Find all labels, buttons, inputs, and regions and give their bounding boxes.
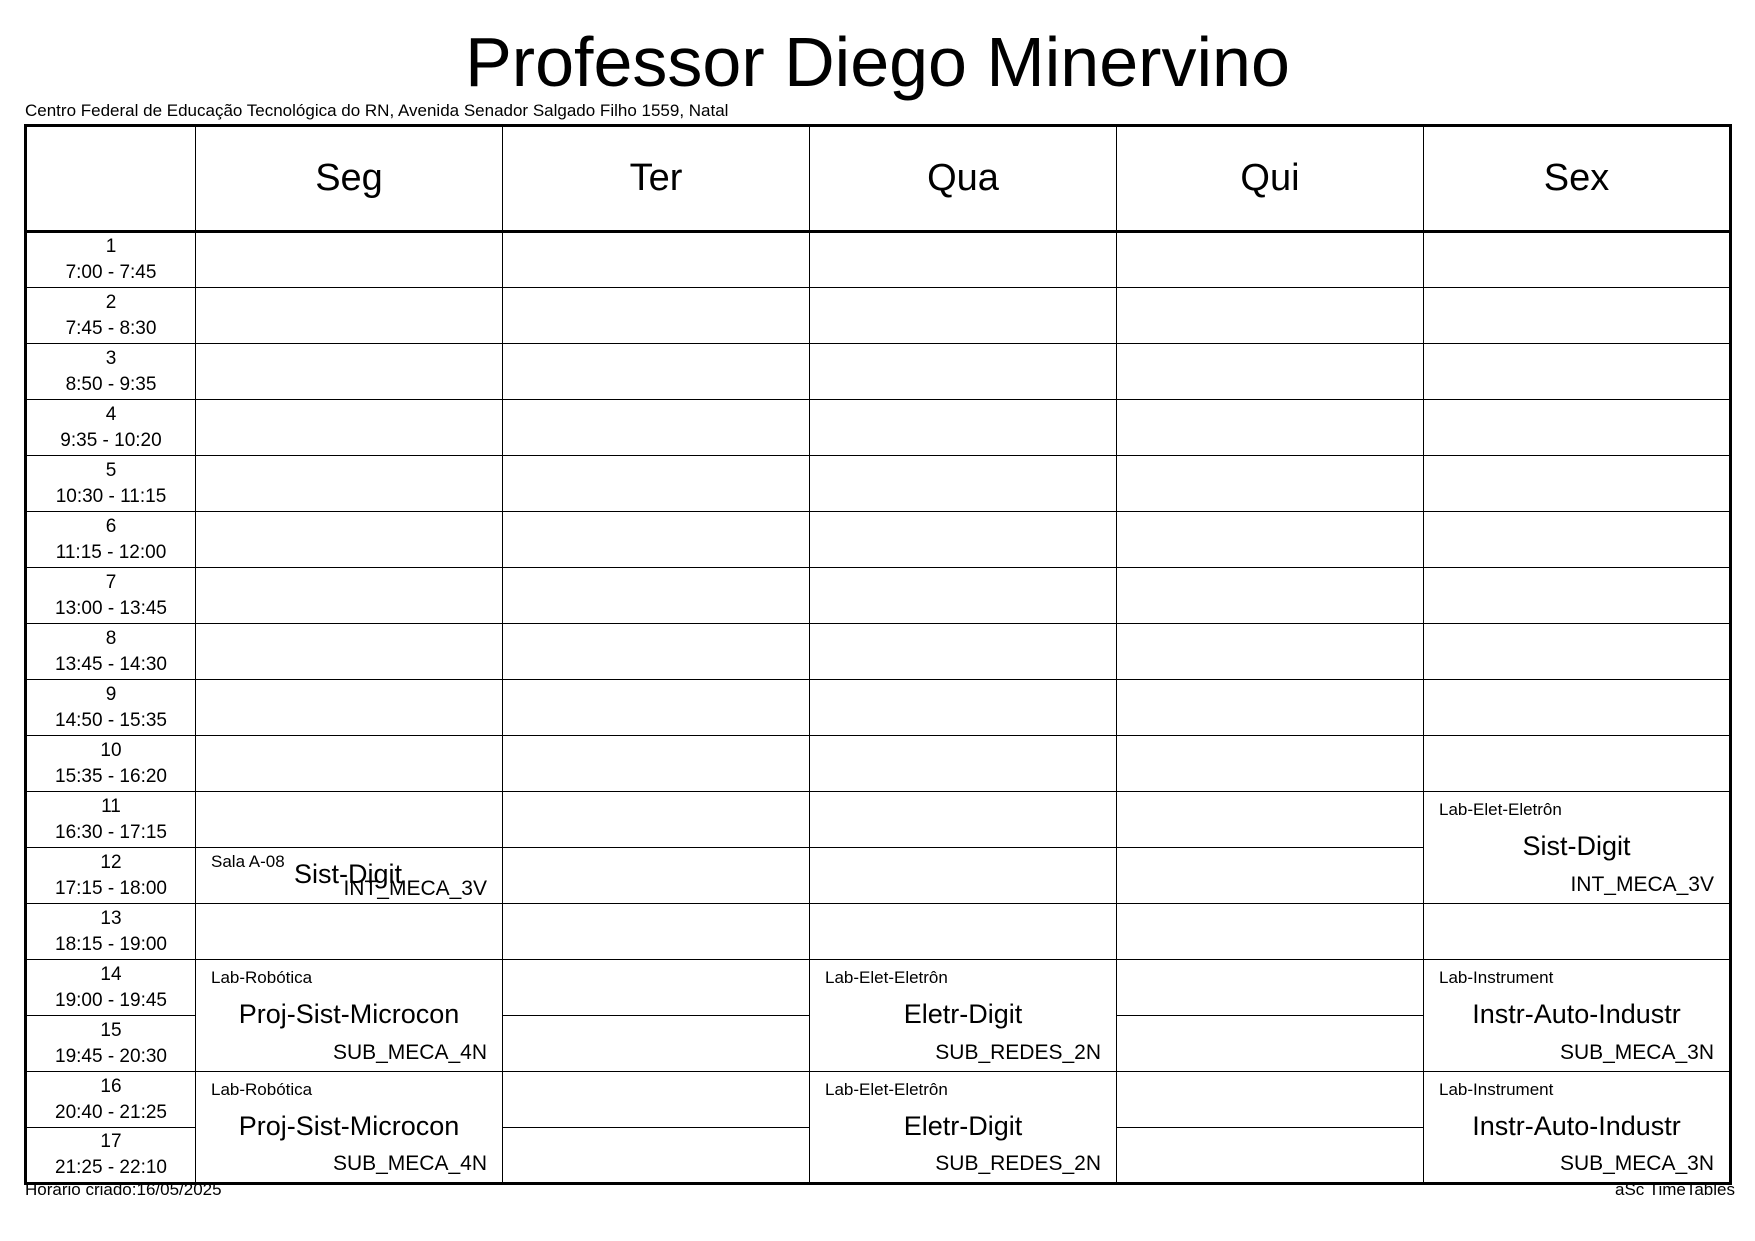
period-time: 11:15 - 12:00 bbox=[55, 541, 167, 563]
empty-slot bbox=[503, 456, 810, 512]
empty-slot bbox=[196, 288, 503, 344]
period-number: 10 bbox=[100, 739, 122, 761]
lesson-subject: Instr-Auto-Industr bbox=[1472, 1111, 1681, 1141]
software-credit: aSc TimeTables bbox=[1615, 1180, 1735, 1199]
lesson-subject: Eletr-Digit bbox=[903, 999, 1023, 1029]
period-number: 5 bbox=[105, 459, 117, 481]
empty-slot bbox=[196, 624, 503, 680]
period-number: 9 bbox=[105, 683, 117, 705]
empty-slot bbox=[810, 624, 1117, 680]
period-time: 18:15 - 19:00 bbox=[55, 933, 167, 955]
empty-slot bbox=[196, 736, 503, 792]
lesson-cell[interactable] bbox=[196, 1072, 503, 1184]
lesson-cell[interactable] bbox=[196, 848, 503, 904]
period-header bbox=[26, 456, 196, 512]
period-header bbox=[26, 792, 196, 848]
empty-slot bbox=[1424, 232, 1731, 288]
lesson-cell[interactable] bbox=[1424, 792, 1731, 904]
lesson-cell[interactable] bbox=[810, 960, 1117, 1072]
period-number: 16 bbox=[100, 1075, 122, 1097]
period-time: 15:35 - 16:20 bbox=[55, 765, 167, 787]
lesson-subject: Proj-Sist-Microcon bbox=[238, 1111, 460, 1141]
empty-slot bbox=[1117, 904, 1424, 960]
lesson-subject: Proj-Sist-Microcon bbox=[238, 999, 460, 1029]
period-number: 15 bbox=[100, 1019, 122, 1041]
empty-slot bbox=[196, 456, 503, 512]
empty-slot bbox=[810, 904, 1117, 960]
empty-slot bbox=[503, 904, 810, 960]
period-header bbox=[26, 232, 196, 288]
period-number: 8 bbox=[105, 627, 117, 649]
lesson-class: SUB_MECA_3N bbox=[1559, 1041, 1714, 1064]
period-number: 14 bbox=[100, 963, 122, 985]
empty-slot bbox=[1117, 288, 1424, 344]
lesson-room: Lab-Instrument bbox=[1439, 968, 1554, 987]
lesson-room: Lab-Elet-Eletrôn bbox=[825, 1080, 948, 1099]
timetable bbox=[24, 124, 1732, 1185]
empty-slot bbox=[503, 344, 810, 400]
corner-cell bbox=[26, 126, 196, 232]
lesson-class: SUB_MECA_4N bbox=[332, 1041, 487, 1064]
period-number: 12 bbox=[100, 851, 122, 873]
period-time: 16:30 - 17:15 bbox=[55, 821, 167, 843]
period-header bbox=[26, 344, 196, 400]
empty-slot bbox=[196, 344, 503, 400]
empty-slot bbox=[196, 680, 503, 736]
lesson-class: INT_MECA_3V bbox=[343, 877, 487, 900]
empty-slot bbox=[196, 400, 503, 456]
period-number: 4 bbox=[105, 403, 117, 425]
empty-slot bbox=[1424, 904, 1731, 960]
empty-slot bbox=[503, 1072, 810, 1128]
empty-slot bbox=[1117, 680, 1424, 736]
empty-slot bbox=[1117, 736, 1424, 792]
empty-slot bbox=[810, 344, 1117, 400]
empty-slot bbox=[1424, 456, 1731, 512]
empty-slot bbox=[503, 736, 810, 792]
empty-slot bbox=[1117, 1128, 1424, 1184]
empty-slot bbox=[1117, 232, 1424, 288]
period-time: 21:25 - 22:10 bbox=[55, 1157, 167, 1178]
period-header bbox=[26, 288, 196, 344]
lesson-cell[interactable] bbox=[1424, 960, 1731, 1072]
period-header bbox=[26, 568, 196, 624]
period-header bbox=[26, 1016, 196, 1072]
empty-slot bbox=[810, 848, 1117, 904]
lesson-subject: Instr-Auto-Industr bbox=[1472, 999, 1681, 1029]
empty-slot bbox=[1117, 624, 1424, 680]
period-header bbox=[26, 736, 196, 792]
period-header bbox=[26, 848, 196, 904]
empty-slot bbox=[1424, 568, 1731, 624]
period-header bbox=[26, 512, 196, 568]
page-title: Professor Diego Minervino bbox=[465, 23, 1290, 101]
empty-slot bbox=[1424, 512, 1731, 568]
empty-slot bbox=[196, 904, 503, 960]
empty-slot bbox=[503, 288, 810, 344]
empty-slot bbox=[503, 848, 810, 904]
period-number: 7 bbox=[105, 571, 117, 593]
empty-slot bbox=[1117, 568, 1424, 624]
lesson-subject: Sist-Digit bbox=[294, 859, 403, 889]
period-time: 13:45 - 14:30 bbox=[55, 653, 167, 675]
period-header bbox=[26, 624, 196, 680]
lesson-room: Lab-Robótica bbox=[211, 968, 313, 987]
empty-slot bbox=[1117, 512, 1424, 568]
empty-slot bbox=[503, 1016, 810, 1072]
empty-slot bbox=[503, 400, 810, 456]
day-header-ter: Ter bbox=[503, 126, 810, 232]
period-time: 7:00 - 7:45 bbox=[65, 262, 157, 283]
empty-slot bbox=[1424, 624, 1731, 680]
empty-slot bbox=[503, 512, 810, 568]
empty-slot bbox=[196, 568, 503, 624]
lesson-class: SUB_MECA_3N bbox=[1559, 1152, 1714, 1175]
empty-slot bbox=[810, 512, 1117, 568]
period-time: 19:45 - 20:30 bbox=[55, 1045, 167, 1067]
empty-slot bbox=[196, 512, 503, 568]
lesson-room: Lab-Instrument bbox=[1439, 1080, 1554, 1099]
empty-slot bbox=[1117, 1072, 1424, 1128]
school-address: Centro Federal de Educação Tecnológica do RN, Avenida Senador Salgado Filho 1559, Natal bbox=[25, 101, 729, 120]
period-number: 3 bbox=[105, 347, 117, 369]
period-time: 14:50 - 15:35 bbox=[55, 709, 167, 731]
empty-slot bbox=[503, 792, 810, 848]
period-header bbox=[26, 680, 196, 736]
lesson-room: Lab-Robótica bbox=[211, 1080, 313, 1099]
empty-slot bbox=[503, 568, 810, 624]
empty-slot bbox=[1117, 344, 1424, 400]
period-number: 11 bbox=[101, 795, 121, 817]
day-header-sex: Sex bbox=[1424, 126, 1731, 232]
lesson-subject: Sist-Digit bbox=[1522, 831, 1631, 861]
lesson-cell[interactable] bbox=[810, 1072, 1117, 1184]
period-time: 17:15 - 18:00 bbox=[55, 877, 167, 899]
period-time: 10:30 - 11:15 bbox=[55, 485, 167, 507]
lesson-class: SUB_REDES_2N bbox=[935, 1152, 1101, 1175]
period-header bbox=[26, 1072, 196, 1128]
empty-slot bbox=[810, 400, 1117, 456]
lesson-subject: Eletr-Digit bbox=[903, 1111, 1023, 1141]
lesson-room: Sala A-08 bbox=[211, 852, 285, 871]
empty-slot bbox=[810, 680, 1117, 736]
empty-slot bbox=[503, 680, 810, 736]
period-header bbox=[26, 400, 196, 456]
period-number: 17 bbox=[100, 1131, 122, 1152]
lesson-cell[interactable] bbox=[196, 960, 503, 1072]
empty-slot bbox=[1117, 1016, 1424, 1072]
period-time: 20:40 - 21:25 bbox=[55, 1101, 167, 1123]
period-time: 19:00 - 19:45 bbox=[55, 989, 167, 1011]
empty-slot bbox=[1424, 680, 1731, 736]
empty-slot bbox=[1117, 400, 1424, 456]
lesson-class: INT_MECA_3V bbox=[1570, 873, 1714, 896]
period-number: 1 bbox=[105, 236, 117, 257]
empty-slot bbox=[503, 232, 810, 288]
empty-slot bbox=[810, 792, 1117, 848]
period-time: 8:50 - 9:35 bbox=[65, 373, 157, 395]
empty-slot bbox=[503, 1128, 810, 1184]
lesson-cell[interactable] bbox=[1424, 1072, 1731, 1184]
empty-slot bbox=[810, 456, 1117, 512]
lesson-class: SUB_MECA_4N bbox=[332, 1152, 487, 1175]
empty-slot bbox=[1424, 400, 1731, 456]
empty-slot bbox=[196, 232, 503, 288]
day-header-qua: Qua bbox=[810, 126, 1117, 232]
day-header-qui: Qui bbox=[1117, 126, 1424, 232]
empty-slot bbox=[503, 624, 810, 680]
empty-slot bbox=[1424, 288, 1731, 344]
lesson-class: SUB_REDES_2N bbox=[935, 1041, 1101, 1064]
period-number: 6 bbox=[105, 515, 117, 537]
lesson-room: Lab-Elet-Eletrôn bbox=[825, 968, 948, 987]
empty-slot bbox=[810, 568, 1117, 624]
period-time: 7:45 - 8:30 bbox=[65, 317, 157, 339]
period-header bbox=[26, 1128, 196, 1184]
empty-slot bbox=[1117, 848, 1424, 904]
empty-slot bbox=[1424, 344, 1731, 400]
lesson-room: Lab-Elet-Eletrôn bbox=[1439, 800, 1562, 819]
empty-slot bbox=[1117, 792, 1424, 848]
empty-slot bbox=[503, 960, 810, 1016]
empty-slot bbox=[1117, 456, 1424, 512]
period-header bbox=[26, 960, 196, 1016]
period-time: 13:00 - 13:45 bbox=[55, 597, 167, 619]
empty-slot bbox=[810, 736, 1117, 792]
empty-slot bbox=[1424, 736, 1731, 792]
empty-slot bbox=[810, 232, 1117, 288]
empty-slot bbox=[810, 288, 1117, 344]
created-date: Horário criado:16/05/2025 bbox=[25, 1180, 222, 1199]
period-number: 13 bbox=[100, 907, 122, 929]
empty-slot bbox=[1117, 960, 1424, 1016]
empty-slot bbox=[196, 792, 503, 848]
period-header bbox=[26, 904, 196, 960]
period-number: 2 bbox=[105, 291, 117, 313]
period-time: 9:35 - 10:20 bbox=[60, 429, 162, 451]
day-header-seg: Seg bbox=[196, 126, 503, 232]
